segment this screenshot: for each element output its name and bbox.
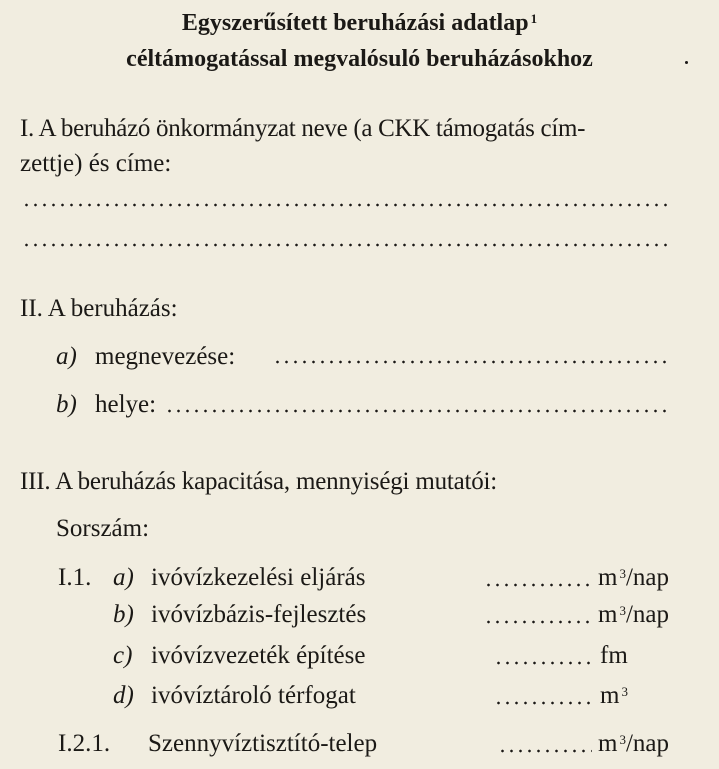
- fill-line-row4[interactable]: [494, 701, 592, 705]
- unit-sup: 3: [619, 732, 626, 747]
- form-title-line2: céltámogatással megvalósuló beruházásokhoz: [126, 46, 593, 72]
- row-unit: [598, 729, 669, 759]
- row-number: I.2.1.: [58, 730, 111, 757]
- row-letter: d): [113, 682, 134, 709]
- unit-rest: /nap: [625, 730, 669, 757]
- fill-line-address[interactable]: [22, 243, 670, 247]
- ink-speck: [685, 61, 688, 64]
- row-label: Szennyvíztisztító-telep: [148, 730, 378, 757]
- unit-base: m: [598, 564, 618, 591]
- row-unit: [598, 563, 669, 593]
- fill-line-megnevezes[interactable]: [273, 360, 669, 364]
- row-number: I.1.: [58, 564, 92, 591]
- fill-line-name[interactable]: [22, 203, 670, 207]
- footnote-mark: 1: [530, 11, 538, 26]
- row-label: ivóvízvezeték építése: [151, 642, 366, 669]
- unit-sup: 3: [619, 566, 626, 581]
- section1-heading-line2: zettje) és címe:: [20, 150, 172, 177]
- fill-line-row5[interactable]: [498, 749, 592, 753]
- row-label: ivóvízkezelési eljárás: [151, 564, 366, 591]
- unit-base: m: [600, 682, 620, 709]
- row-letter: a): [113, 564, 134, 591]
- unit-rest: /nap: [625, 601, 669, 628]
- section2-heading: II. A beruházás:: [20, 295, 178, 322]
- unit-base: fm: [600, 642, 628, 669]
- section1-heading-line1: I. A beruházó önkormányzat neve (a CKK támogatás cím-: [20, 115, 586, 142]
- row-label: ivóvíztároló térfogat: [151, 682, 356, 709]
- title-text: Egyszerűsített beruházási adatlap: [181, 10, 529, 36]
- unit-sup: 3: [619, 603, 626, 618]
- unit-base: m: [598, 601, 618, 628]
- fill-line-row2[interactable]: [484, 620, 592, 624]
- sorszam-label: Sorszám:: [56, 515, 150, 542]
- row-letter: b): [113, 601, 134, 628]
- item-label-helye: helye:: [95, 391, 157, 418]
- row-label: ivóvízbázis-fejlesztés: [151, 601, 367, 628]
- unit-rest: /nap: [625, 564, 669, 591]
- unit-base: m: [598, 730, 618, 757]
- fill-line-row3[interactable]: [494, 661, 592, 665]
- fill-line-helye[interactable]: [165, 409, 669, 413]
- row-unit: [598, 600, 669, 630]
- section3-heading: III. A beruházás kapacitása, mennyiségi mutatói:: [20, 468, 498, 495]
- unit-sup: 3: [621, 684, 628, 699]
- form-title-line1: [0, 8, 719, 38]
- item-letter-a: a): [56, 343, 77, 370]
- row-unit: [600, 641, 628, 671]
- fill-line-row1[interactable]: [484, 583, 592, 587]
- item-label-megnevezes: megnevezése:: [95, 343, 236, 370]
- row-letter: c): [113, 642, 133, 669]
- row-unit: [600, 681, 628, 711]
- item-letter-b: b): [56, 391, 77, 418]
